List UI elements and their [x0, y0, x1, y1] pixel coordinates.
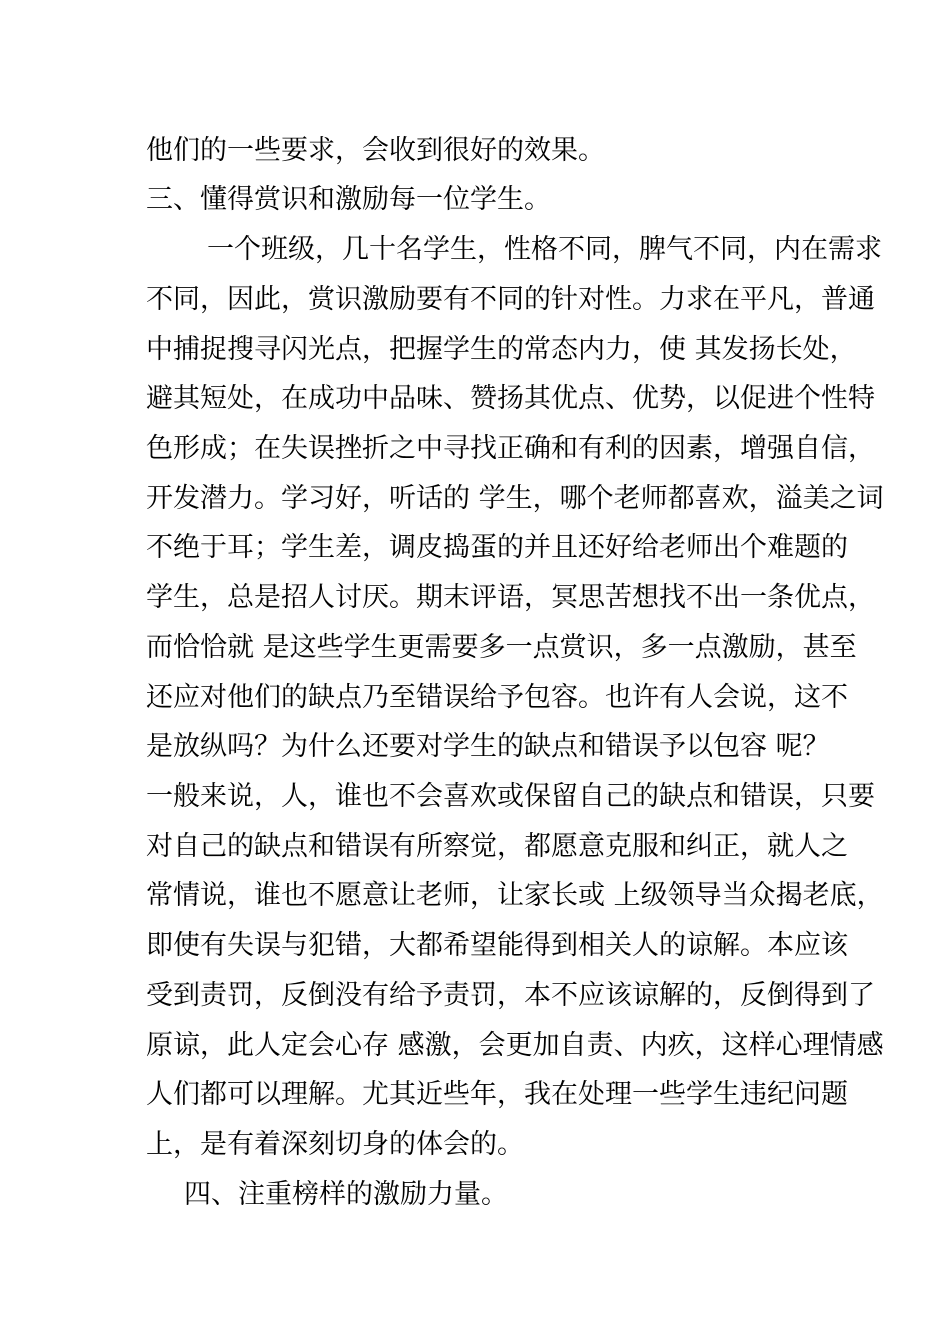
paragraph-line: 上，是有着深刻切身的体会的。: [146, 1129, 524, 1160]
paragraph-line: 学生，总是招人讨厌。期末评语，冥思苦想找不出一条优点，: [146, 582, 875, 613]
paragraph-line: 而恰恰就 是这些学生更需要多一点赏识，多一点激励，甚至: [146, 632, 857, 663]
paragraph-line: 还应对他们的缺点乃至错误给予包容。也许有人会说，这不: [146, 682, 848, 713]
paragraph-line: 一个班级，几十名学生，性格不同，脾气不同，内在需求: [207, 234, 882, 265]
paragraph-line: 人们都可以理解。尤其近些年，我在处理一些学生违纪问题: [146, 1079, 848, 1110]
paragraph-line: 常情说，谁也不愿意让老师，让家长或 上级领导当众揭老底，: [146, 880, 884, 911]
paragraph-line: 不绝于耳；学生差，调皮捣蛋的并且还好给老师出个难题的: [146, 532, 848, 563]
paragraph-line: 原谅，此人定会心存 感激，会更加自责、内疚，这样心理情感: [146, 1030, 884, 1061]
paragraph-closing-line: 他们的一些要求，会收到很好的效果。: [146, 135, 605, 166]
paragraph-line: 即使有失误与犯错，大都希望能得到相关人的谅解。本应该: [146, 930, 848, 961]
paragraph-line: 对自己的缺点和错误有所察觉，都愿意克服和纠正，就人之: [146, 831, 848, 862]
paragraph-line: 受到责罚，反倒没有给予责罚，本不应该谅解的，反倒得到了: [146, 980, 875, 1011]
paragraph-line: 中捕捉搜寻闪光点，把握学生的常态内力，使 其发扬长处，: [146, 334, 857, 365]
paragraph-line: 不同，因此，赏识激励要有不同的针对性。力求在平凡，普通: [146, 284, 875, 315]
paragraph-line: 一般来说，人，谁也不会喜欢或保留自己的缺点和错误，只要: [146, 781, 875, 812]
section-heading-3: 三、懂得赏识和激励每一位学生。: [146, 184, 551, 215]
section-heading-4: 四、注重榜样的激励力量。: [184, 1179, 508, 1210]
paragraph-line: 是放纵吗？为什么还要对学生的缺点和错误予以包容 呢？: [146, 731, 830, 762]
paragraph-line: 色形成；在失误挫折之中寻找正确和有利的因素，增强自信，: [146, 433, 875, 464]
paragraph-line: 避其短处，在成功中品味、赞扬其优点、优势，以促进个性特: [146, 383, 875, 414]
paragraph-line: 开发潜力。学习好，听话的 学生，哪个老师都喜欢，溢美之词: [146, 483, 884, 514]
